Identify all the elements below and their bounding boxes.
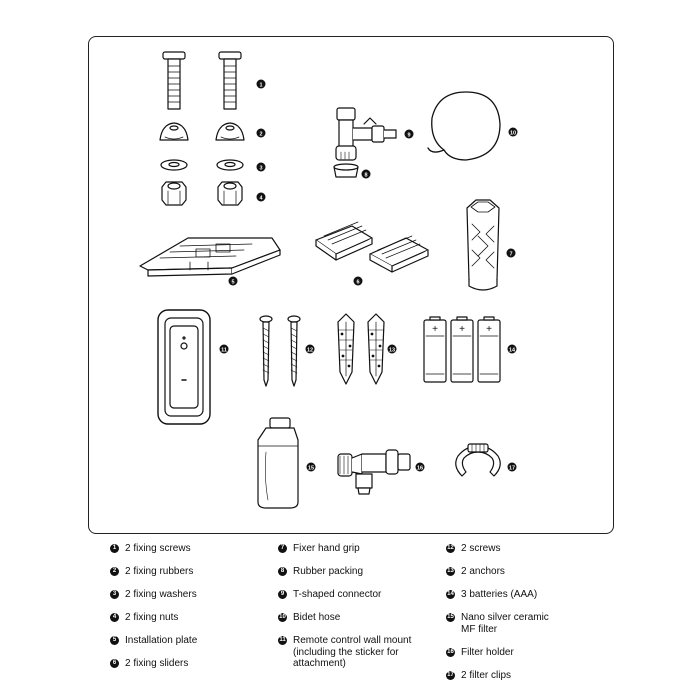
legend-number-badge: 4	[110, 613, 119, 622]
legend-label: Fixer hand grip	[293, 543, 360, 554]
legend-number-badge: 12	[447, 545, 454, 551]
filter-holder-icon	[338, 450, 410, 494]
screw-icon	[260, 316, 272, 386]
fixing-screw-icon	[219, 52, 241, 109]
rubber-packing-icon	[334, 164, 358, 177]
svg-text:6: 6	[356, 279, 360, 286]
legend-item	[278, 566, 411, 578]
legend-label: 2 fixing screws	[125, 543, 191, 554]
legend-label: Bidet hose	[293, 612, 341, 623]
fixing-nut-icon	[162, 182, 186, 205]
legend-number-badge: 13	[447, 568, 454, 574]
battery-plus-sign: +	[486, 324, 492, 335]
legend-number-badge: 15	[447, 614, 454, 620]
legend-label: 2 filter clips	[461, 669, 512, 681]
mf-filter-icon	[258, 418, 298, 508]
remote-control-wall-mount-icon	[158, 310, 210, 424]
svg-text:14: 14	[508, 347, 516, 354]
legend-number-badge: 10	[279, 614, 286, 620]
legend-item	[446, 612, 549, 635]
bidet-hose-icon	[428, 92, 500, 160]
legend-label: Nano silver ceramic MF filter	[461, 612, 549, 635]
legend-label: T-shaped connector	[293, 589, 382, 600]
legend-label: Filter holder	[461, 646, 514, 658]
part-number-badge	[306, 345, 315, 354]
legend-item	[110, 635, 197, 647]
fixing-slider-icon	[370, 236, 428, 272]
part-number-badge	[507, 249, 516, 258]
legend-item	[446, 670, 549, 682]
legend-label: 2 fixing rubbers	[125, 566, 194, 577]
legend-number-badge: 11	[279, 637, 286, 643]
legend-item	[446, 589, 549, 601]
parts-legend-column	[446, 543, 549, 693]
legend-number-badge: 8	[278, 567, 287, 576]
anchor-icon	[368, 314, 384, 384]
svg-text:16: 16	[416, 465, 424, 472]
svg-text:15: 15	[307, 465, 315, 472]
legend-number-badge: 6	[110, 659, 119, 668]
fixing-rubber-icon	[160, 123, 188, 140]
svg-text:9: 9	[407, 132, 411, 139]
legend-item	[110, 589, 197, 601]
fixing-washer-icon	[161, 160, 187, 170]
part-number-badge	[257, 163, 266, 172]
legend-item	[278, 543, 411, 555]
parts-legend-column	[278, 543, 411, 681]
legend-label: 3 batteries (AAA)	[461, 589, 538, 600]
part-number-badge	[388, 345, 397, 354]
part-number-badge	[257, 129, 266, 138]
fixer-hand-grip-icon	[467, 200, 499, 290]
legend-number-badge: 14	[447, 591, 454, 597]
legend-label: 2 anchors	[461, 566, 505, 577]
svg-text:10: 10	[509, 130, 517, 137]
svg-text:13: 13	[388, 347, 396, 354]
legend-number-badge: 9	[278, 590, 287, 599]
fixing-screw-icon	[163, 52, 185, 109]
legend-item	[278, 589, 411, 601]
svg-text:8: 8	[364, 172, 368, 179]
installation-plate-icon	[140, 238, 280, 276]
legend-item	[110, 543, 197, 555]
part-number-badge	[354, 277, 363, 286]
battery-plus-sign: +	[432, 324, 438, 335]
legend-item	[110, 658, 197, 670]
legend-item	[110, 566, 197, 578]
battery-plus-sign: +	[459, 324, 465, 335]
t-shaped-connector-icon	[336, 108, 396, 160]
part-number-badge	[509, 128, 518, 137]
part-number-badge	[220, 345, 229, 354]
svg-text:3: 3	[259, 165, 263, 172]
part-number-badge	[405, 130, 414, 139]
legend-number-badge: 3	[110, 590, 119, 599]
fixing-slider-icon	[316, 222, 372, 260]
part-number-badge	[257, 80, 266, 89]
svg-text:1: 1	[259, 82, 263, 89]
legend-item	[110, 612, 197, 624]
svg-text:4: 4	[259, 195, 263, 202]
screw-icon	[288, 316, 300, 386]
legend-label: Rubber packing	[293, 566, 364, 577]
svg-text:12: 12	[306, 347, 314, 354]
fixing-washer-icon	[217, 160, 243, 170]
filter-clip-icon	[456, 444, 501, 476]
part-number-badge	[508, 463, 517, 472]
part-number-badge	[416, 463, 425, 472]
legend-label: Remote control wall mount (including the sticker for attachment)	[293, 635, 412, 669]
legend-number-badge: 16	[447, 648, 454, 655]
legend-item	[278, 612, 411, 624]
legend-number-badge: 17	[447, 671, 454, 678]
svg-text:7: 7	[509, 251, 513, 258]
legend-number-badge: 2	[110, 567, 119, 576]
legend-item	[278, 635, 411, 670]
parts-legend-column	[110, 543, 197, 681]
legend-number-badge: 1	[110, 544, 119, 553]
legend-item	[446, 647, 549, 659]
svg-text:17: 17	[508, 465, 516, 472]
legend-number-badge: 5	[110, 636, 119, 645]
svg-text:5: 5	[231, 279, 235, 286]
part-number-badge	[508, 345, 517, 354]
fixing-nut-icon	[218, 182, 242, 205]
legend-label: 2 fixing sliders	[125, 658, 189, 669]
legend-label: 2 fixing washers	[125, 589, 197, 600]
svg-text:11: 11	[221, 347, 227, 354]
part-number-badge	[307, 463, 316, 472]
anchor-icon	[338, 314, 354, 384]
legend-item	[446, 566, 549, 578]
legend-number-badge: 7	[278, 544, 287, 553]
svg-text:2: 2	[259, 131, 263, 138]
legend-label: 2 screws	[461, 543, 501, 554]
legend-label: 2 fixing nuts	[125, 612, 179, 623]
part-number-badge	[257, 193, 266, 202]
legend-item	[446, 543, 549, 555]
part-number-badge	[229, 277, 238, 286]
legend-label: Installation plate	[125, 635, 198, 646]
part-number-badge	[362, 170, 371, 179]
fixing-rubber-icon	[216, 123, 244, 140]
